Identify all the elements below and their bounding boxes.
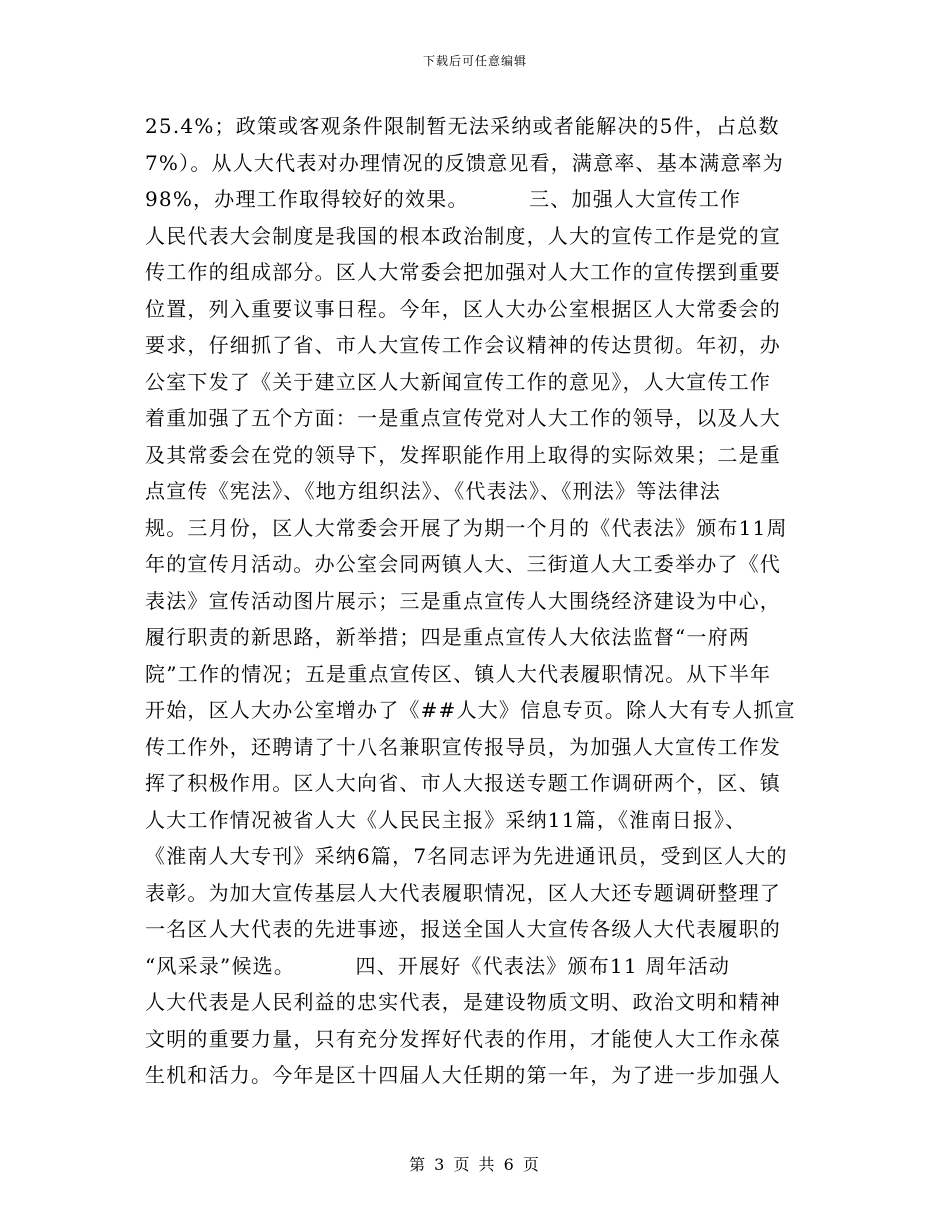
- text-line: 履行职责的新思路，新举措；四是重点宣传人大依法监督“一府两: [145, 625, 751, 649]
- text-line: 开始，区人大办公室增办了《##人大》信息专页。除人大有专人抓宣: [145, 698, 796, 722]
- text-line: 位置，列入重要议事日程。今年，区人大办公室根据区人大常委会的: [145, 296, 781, 321]
- text-line: 人大工作情况被省人大《人民民主报》采纳11篇，《淮南日报》、: [145, 807, 747, 832]
- text-line: 规。三月份，区人大常委会开展了为期一个月的《代表法》颁布11周: [145, 515, 788, 540]
- text-line: 及其常委会在党的领导下，发挥职能作用上取得的实际效果；二是重: [145, 442, 781, 467]
- text-line: 生机和活力。今年是区十四届人大任期的第一年，为了进一步加强人: [145, 1063, 781, 1087]
- page-number: 第 3 页 共 6 页: [409, 1155, 541, 1174]
- text-line: “风采录”候选。 四、开展好《代表法》颁布11 周年活动: [145, 953, 731, 978]
- text-line: 点宣传《宪法》、《地方组织法》、《代表法》、《刑法》等法律法: [145, 479, 721, 503]
- text-line: 表法》宣传活动图片展示；三是重点宣传人大围绕经济建设为中心，: [145, 588, 781, 613]
- text-line: 98%，办理工作取得较好的效果。 三、加强人大宣传工作: [145, 187, 742, 211]
- text-line: 年的宣传月活动。办公室会同两镇人大、三街道人大工委举办了《代: [145, 552, 781, 576]
- text-line: 要求，仔细抓了省、市人大宣传工作会议精神的传达贯彻。年初，办: [145, 333, 781, 357]
- text-line: 人大代表是人民利益的忠实代表，是建设物质文明、政治文明和精神: [145, 990, 781, 1014]
- page-header: 下载后可任意编辑: [422, 54, 527, 68]
- text-line: 《淮南人大专刊》采纳6篇，7名同志评为先进通讯员，受到区人大的: [145, 844, 788, 868]
- text-line: 挥了积极作用。区人大向省、市人大报送专题工作调研两个，区、镇: [145, 771, 781, 795]
- text-line: 着重加强了五个方面：一是重点宣传党对人大工作的领导，以及人大: [145, 406, 781, 430]
- text-line: 人民代表大会制度是我国的根本政治制度，人大的宣传工作是党的宣: [145, 223, 781, 248]
- text-line: 公室下发了《关于建立区人大新闻宣传工作的意见》，人大宣传工作: [145, 369, 771, 394]
- document-body: [145, 108, 825, 1094]
- text-line: 院”工作的情况；五是重点宣传区、镇人大代表履职情况。从下半年: [145, 661, 772, 686]
- text-line: 25.4%；政策或客观条件限制暂无法采纳或者能解决的5件，占总数: [145, 114, 780, 138]
- text-line: 一名区人大代表的先进事迹，报送全国人大宣传各级人大代表履职的: [145, 917, 781, 941]
- text-line: 7%）。从人大代表对办理情况的反馈意见看，满意率、基本满意率为: [145, 150, 784, 175]
- text-line: 文明的重要力量，只有充分发挥好代表的作用，才能使人大工作永葆: [145, 1026, 781, 1051]
- text-line: 传工作外，还聘请了十八名兼职宣传报导员，为加强人大宣传工作发: [145, 734, 781, 759]
- text-line: 表彰。为加大宣传基层人大代表履职情况，区人大还专题调研整理了: [145, 880, 781, 905]
- text-line: 传工作的组成部分。区人大常委会把加强对人大工作的宣传摆到重要: [145, 260, 781, 284]
